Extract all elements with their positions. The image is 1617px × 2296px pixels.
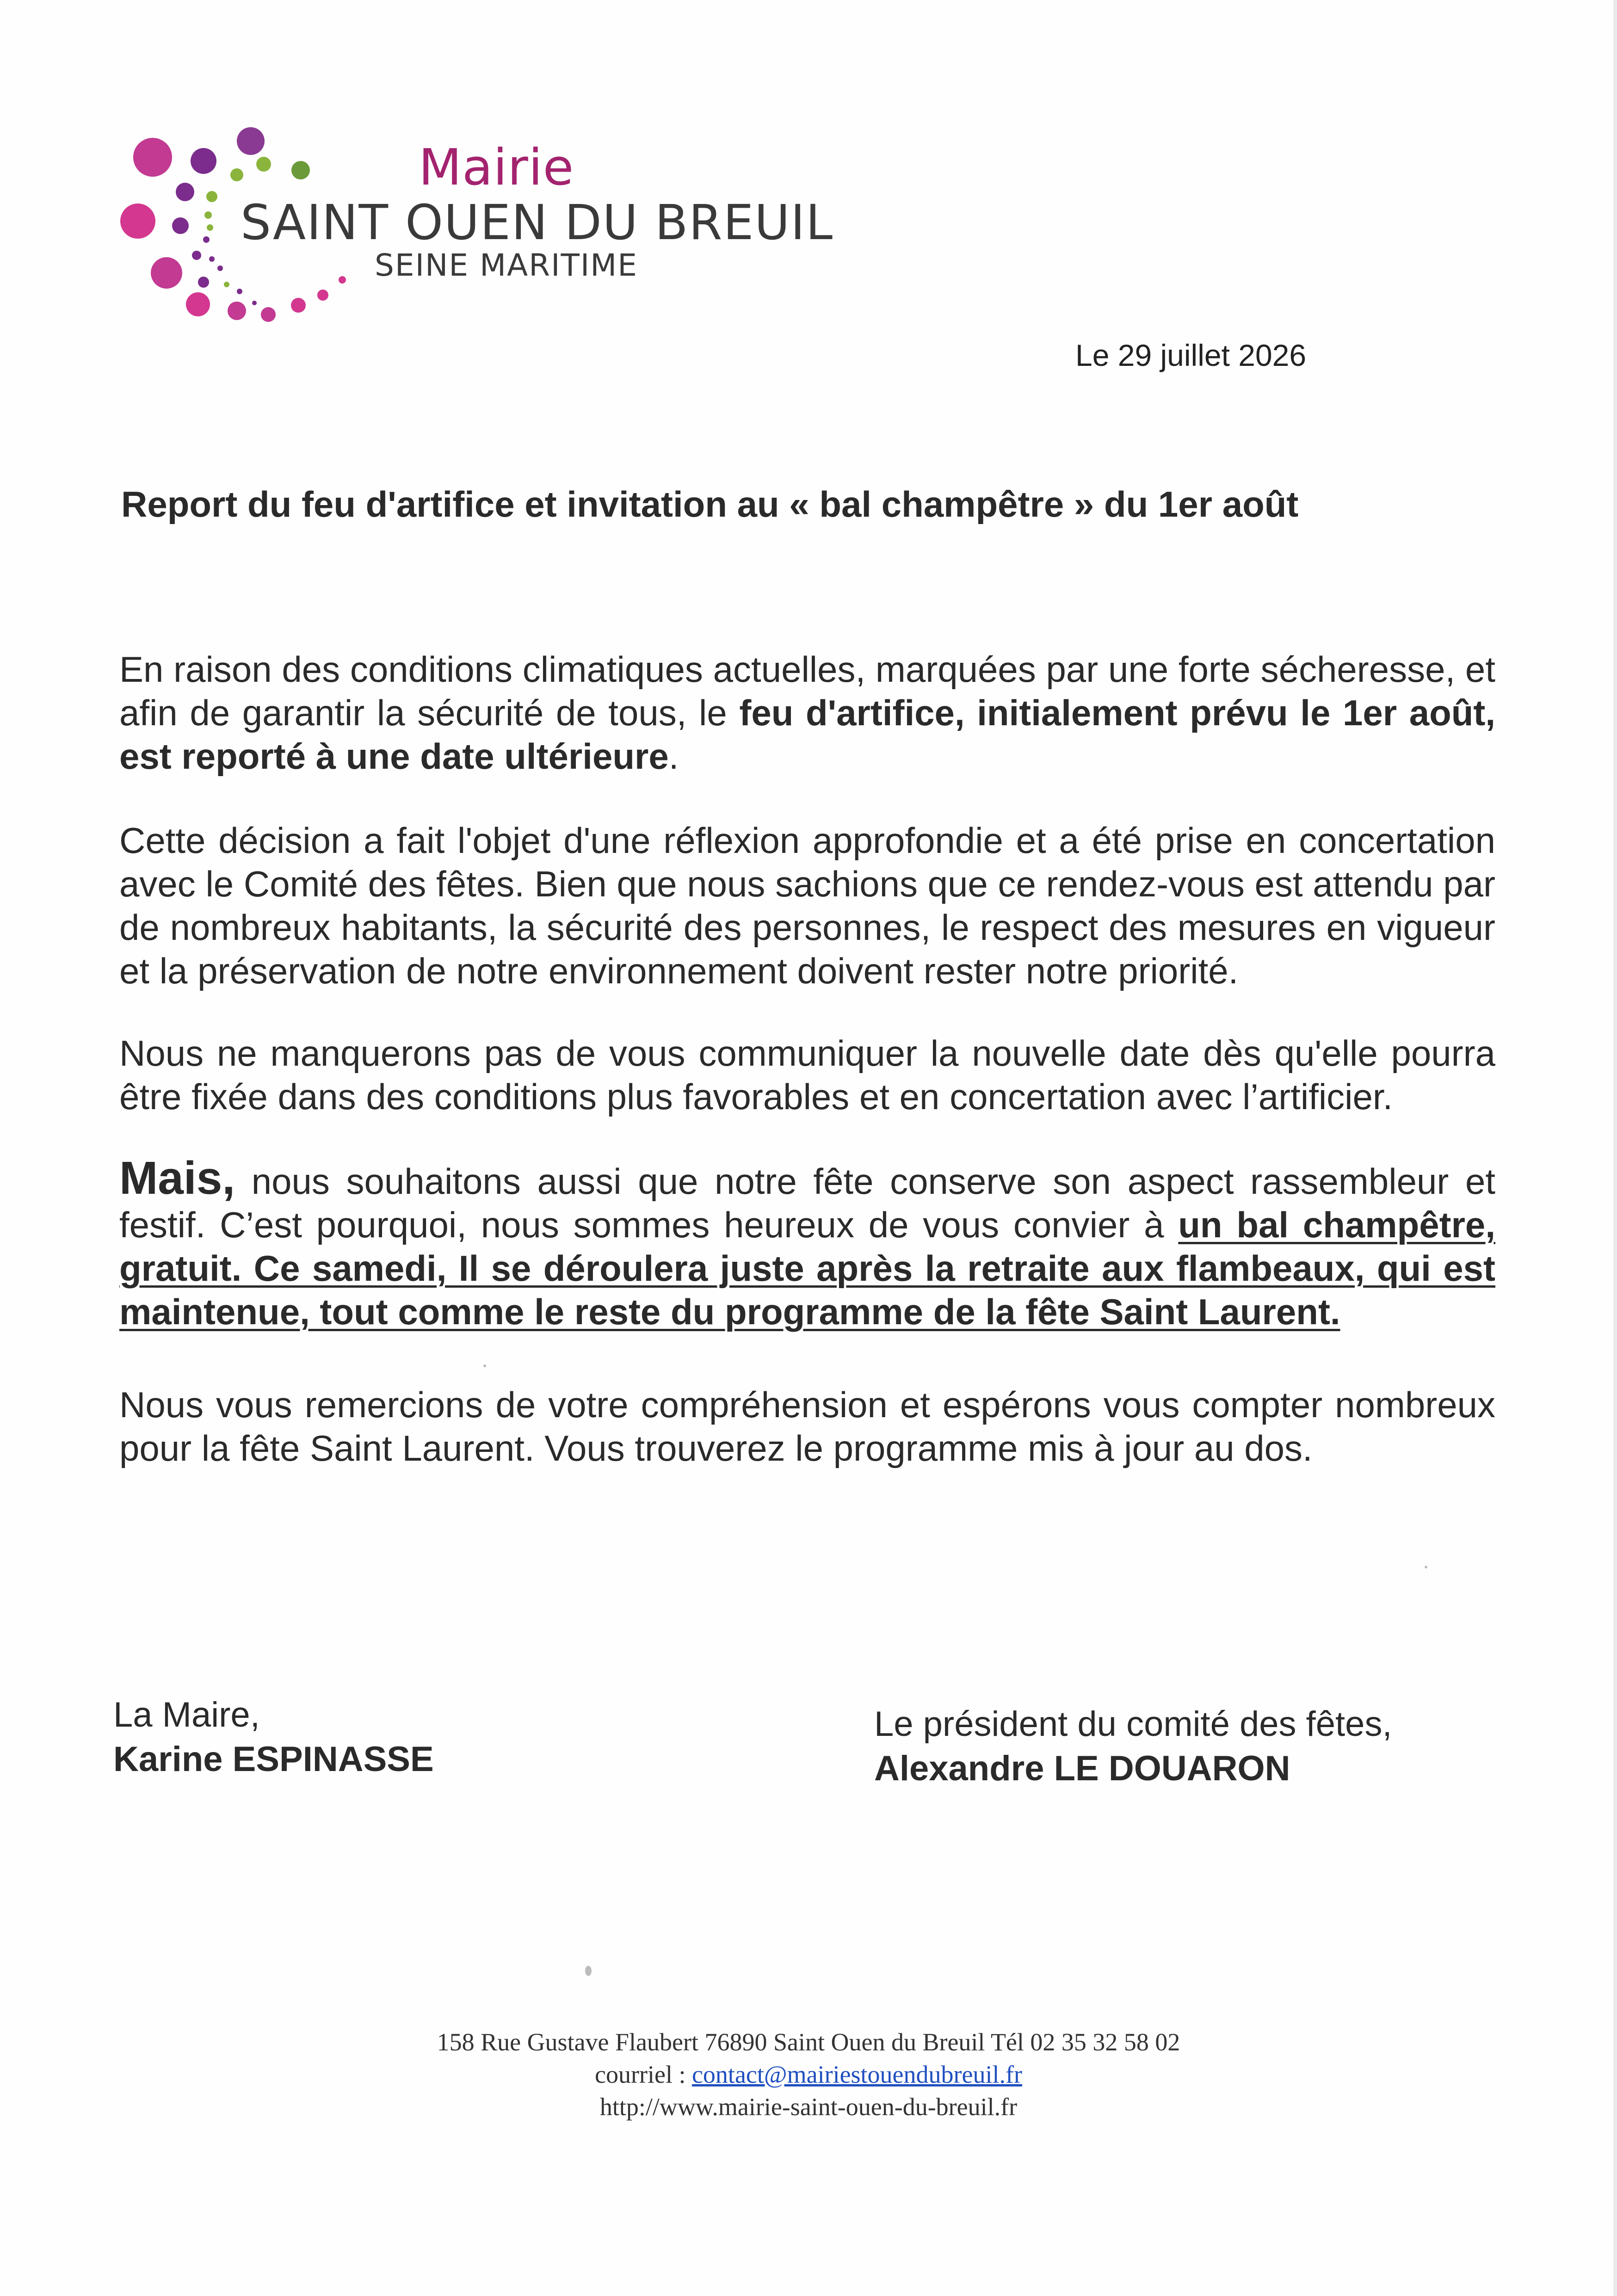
footer-email-line xyxy=(0,2058,1617,2091)
mairie-label: Mairie xyxy=(419,139,574,197)
town-name: SAINT OUEN DU BREUIL xyxy=(241,194,834,251)
paragraph-4-intro: nous souhaitons aussi que notre fête conserve son aspect rassembleur et festif. C’est pourquoi, nous sommes heureux de vous convier à xyxy=(119,1161,1495,1245)
signature-president-title: Le président du comité des fêtes, xyxy=(874,1704,1392,1744)
footer-contact xyxy=(0,2026,1617,2123)
bal-champetre-announcement: un bal champêtre, gratuit. Ce samedi, Il se déroulera juste après la retraite aux flambeaux, qui est maintenue, tout comme le reste du programme de la fête Saint Laurent. xyxy=(119,1204,1495,1332)
footer-email-link[interactable]: contact@mairiestouendubreuil.fr xyxy=(691,2061,1022,2088)
scan-speck xyxy=(1425,1566,1427,1568)
footer-address: 158 Rue Gustave Flaubert 76890 Saint Ouen du Breuil Tél 02 35 32 58 02 xyxy=(437,2028,1180,2056)
signature-mayor-name: Karine ESPINASSE xyxy=(113,1740,434,1779)
scan-speck xyxy=(585,1966,592,1976)
signature-mayor xyxy=(113,1693,434,1782)
paragraph-1-emphasis: feu d'artifice, initialement prévu le 1er août, est reporté à une date ultérieure xyxy=(119,692,1496,777)
paragraph-1-end: . xyxy=(668,736,679,777)
paragraph-3: Nous ne manquerons pas de vous communiquer la nouvelle date dès qu'elle pourra être fixée dans des conditions plus favorables et en concertation avec l’artificier. xyxy=(119,1033,1495,1117)
footer-website[interactable]: http://www.mairie-saint-ouen-du-breuil.fr xyxy=(599,2093,1018,2121)
paragraph-4 xyxy=(119,1152,1495,1333)
letter-date: Le 29 juillet 2026 xyxy=(1075,338,1307,372)
footer-email-label: courriel : xyxy=(595,2061,692,2088)
letter-subject: Report du feu d'artifice et invitation au « bal champêtre » du 1er août xyxy=(121,484,1299,525)
paragraph-1-intro: En raison des conditions climatiques actuelles, marquées par une forte sécheresse, et afin de garantir la sécurité de tous, le xyxy=(119,649,1495,733)
scan-edge xyxy=(1613,0,1617,2296)
signature-president-name: Alexandre LE DOUARON xyxy=(874,1749,1290,1788)
signature-mayor-title: La Maire, xyxy=(113,1695,260,1734)
paragraph-5: Nous vous remercions de votre compréhension et espérons vous compter nombreux pour la fête Saint Laurent. Vous trouverez le programme mis à jour au dos. xyxy=(119,1384,1495,1469)
region-name: SEINE MARITIME xyxy=(375,247,638,283)
paragraph-2: Cette décision a fait l'objet d'une réflexion approfondie et a été prise en concertation avec le Comité des fêtes. Bien que nous sachions que ce rendez-vous est attendu par de nombreux habitants, la sécurité des personnes, le respect des mesures en vigueur et la préservation de notre environnement doivent rester notre priorité. xyxy=(119,820,1495,991)
scan-speck xyxy=(483,1364,486,1367)
signature-committee-president xyxy=(874,1702,1392,1791)
paragraph-1 xyxy=(119,648,1495,778)
mais-word: Mais, xyxy=(119,1152,235,1204)
